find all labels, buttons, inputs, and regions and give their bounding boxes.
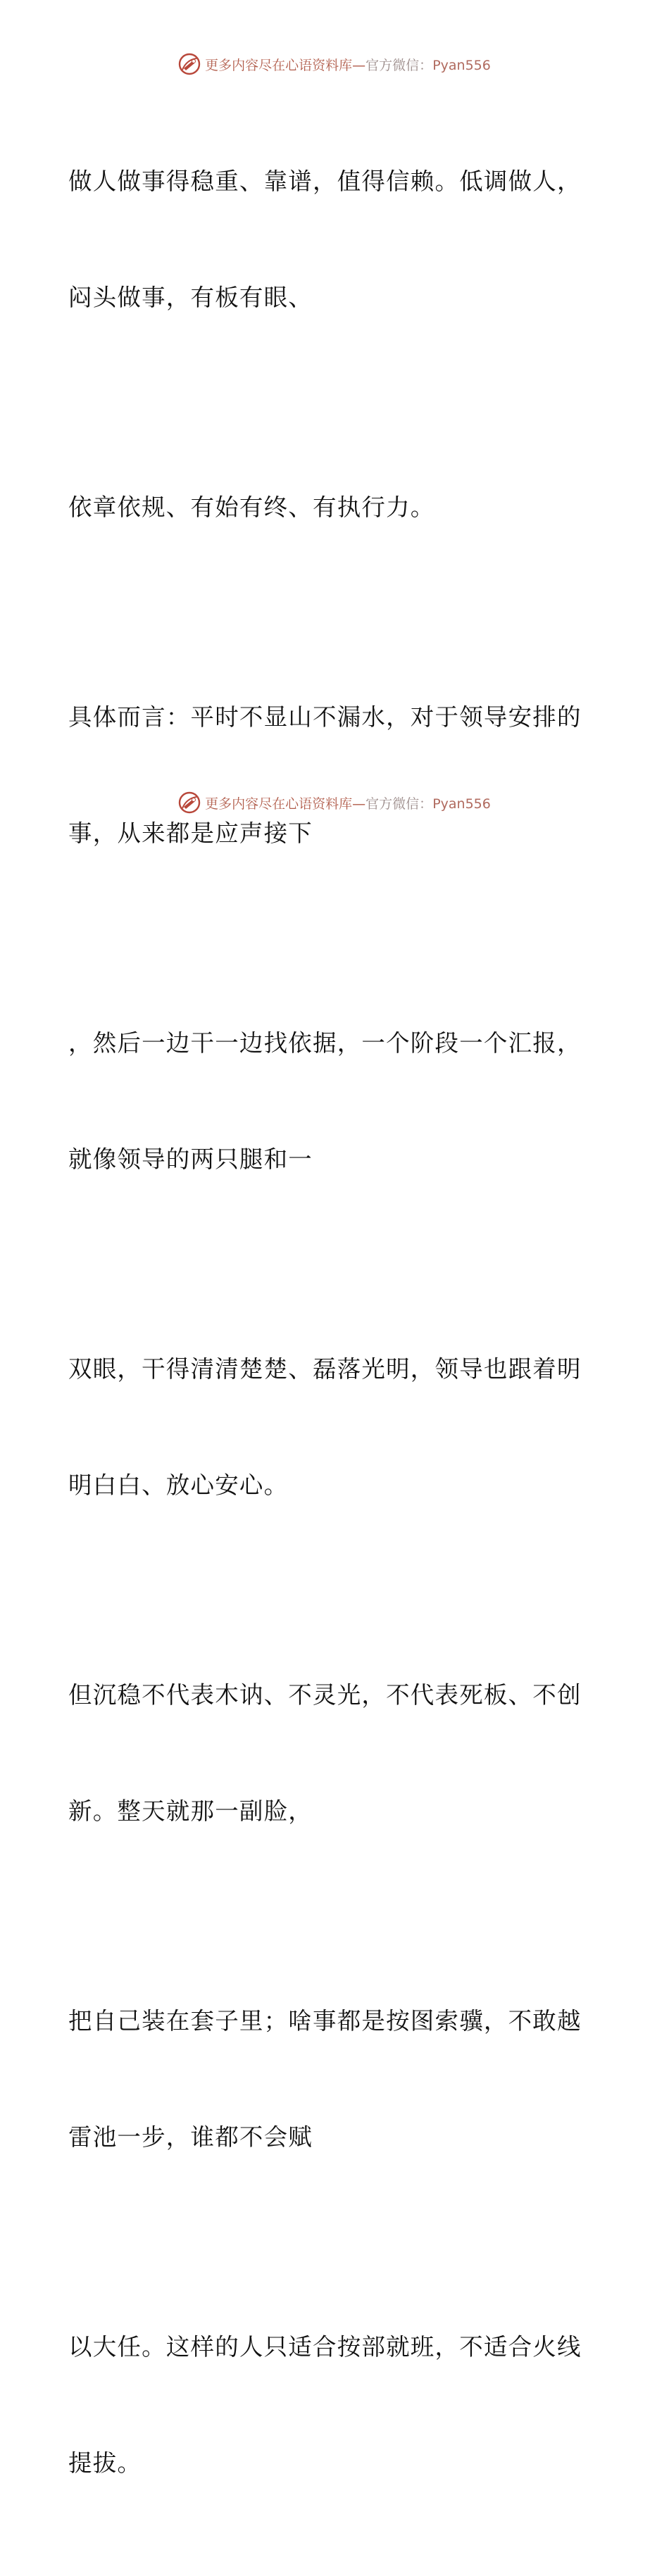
banner-wechat-label: 官方微信： — [365, 796, 433, 812]
banner-wechat-label: 官方微信： — [365, 57, 433, 73]
footer-banner — [0, 788, 669, 817]
paragraph-line: 闷头做事，有板有眼、 — [68, 284, 313, 311]
pen-logo-icon — [178, 53, 201, 75]
paragraph-3 — [68, 620, 589, 930]
paragraph-4 — [68, 946, 589, 1256]
paragraph-line: 双眼，干得清清楚楚、磊落光明，领导也跟着明 — [68, 1355, 582, 1383]
banner-main-text: 更多内容尽在心语资料库 — [205, 57, 353, 73]
paragraph-line: 就像领导的两只腿和一 — [68, 1145, 313, 1173]
paragraph-1 — [68, 84, 589, 394]
paragraph-line: 雷池一步，谁都不会赋 — [68, 2123, 313, 2151]
paragraph-2 — [68, 410, 589, 604]
paragraph-line: 新。整天就那一副脸， — [68, 1797, 313, 1825]
document-body — [68, 84, 589, 2576]
pen-logo-icon — [178, 791, 201, 814]
banner-main-text: 更多内容尽在心语资料库 — [205, 796, 353, 812]
paragraph-line: 做人做事得稳重、靠谱，值得信赖。低调做人， — [68, 168, 582, 195]
banner-dash: — — [352, 57, 366, 73]
paragraph-5 — [68, 1272, 589, 1582]
banner-dash: — — [352, 796, 366, 812]
banner-text — [205, 793, 491, 812]
paragraph-line: 明白白、放心安心。 — [68, 1471, 289, 1499]
paragraph-line: ，然后一边干一边找依据，一个阶段一个汇报， — [68, 1029, 582, 1057]
banner-wechat-id: Pyan556 — [432, 57, 491, 73]
paragraph-line: 依章依规、有始有终、有执行力。 — [68, 494, 435, 521]
paragraph-line: 具体而言：平时不显山不漏水，对于领导安排的 — [68, 703, 582, 731]
paragraph-8 — [68, 2250, 589, 2560]
banner-wechat-id: Pyan556 — [432, 796, 491, 812]
paragraph-line: 提拔。 — [68, 2449, 142, 2477]
paragraph-6 — [68, 1598, 589, 1908]
paragraph-line: 以大任。这样的人只适合按部就班，不适合火线 — [68, 2333, 582, 2361]
paragraph-line: 把自己装在套子里；啥事都是按图索骥，不敢越 — [68, 2007, 582, 2035]
paragraph-7 — [68, 1924, 589, 2234]
header-banner — [0, 50, 669, 78]
paragraph-line: 事，从来都是应声接下 — [68, 819, 313, 847]
banner-text — [205, 55, 491, 74]
paragraph-line: 但沉稳不代表木讷、不灵光，不代表死板、不创 — [68, 1681, 582, 1709]
